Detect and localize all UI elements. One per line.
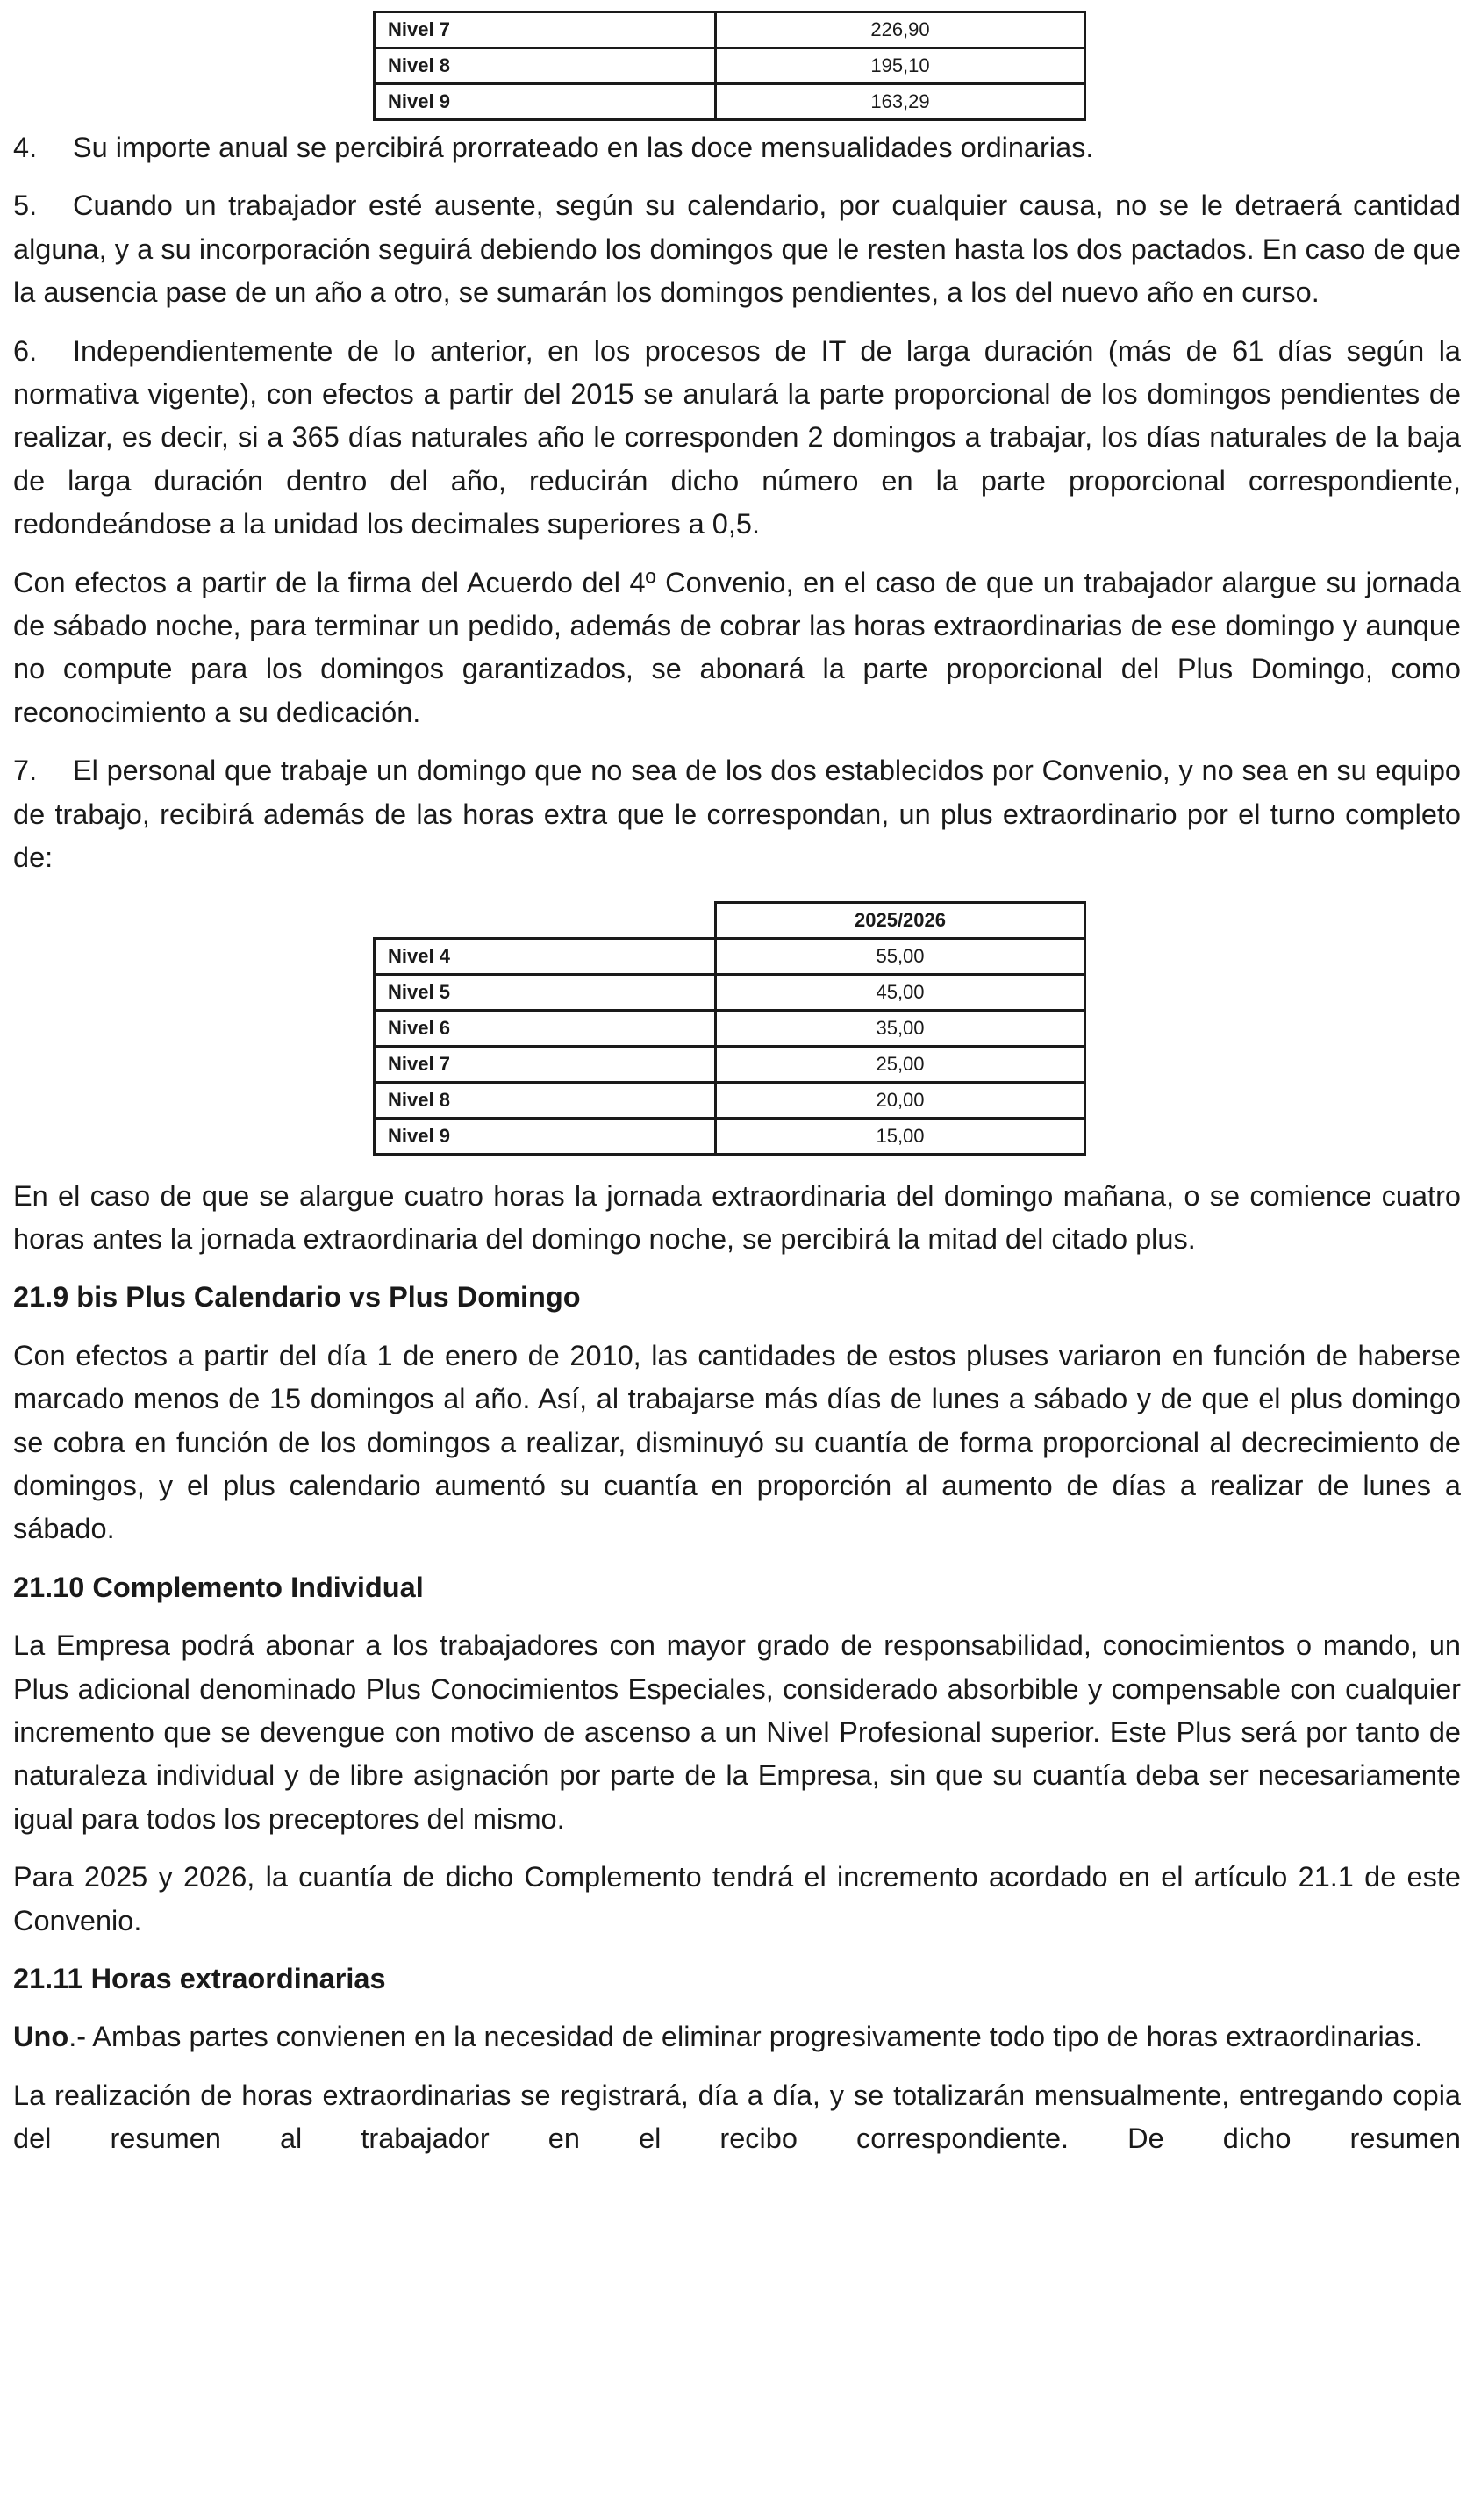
table-row: Nivel 7 226,90 bbox=[375, 12, 1085, 48]
plus-extraordinario-table bbox=[373, 901, 1086, 1156]
table-row: Nivel 9 15,00 bbox=[375, 1118, 1085, 1154]
paragraph-21-10-b: Para 2025 y 2026, la cuantía de dicho Complemento tendrá el incremento acordado en el artículo 21.1 de este Convenio. bbox=[13, 1861, 1461, 1937]
section-heading-21-10: 21.10 Complemento Individual bbox=[13, 1571, 424, 1603]
paragraph-21-9-bis: Con efectos a partir del día 1 de enero de 2010, las cantidades de estos pluses variaron en función de haberse marcado menos de 15 domingos al año. Así, al trabajarse más días de lunes a sábado y de que el plus domingo se cobra en función de los domingos a realizar, disminuyó su cuantía de forma proporcional al decrecimiento de domingos, y el plus calendario aumentó su cuantía en proporción al aumento de días a realizar de lunes a sábado. bbox=[13, 1339, 1461, 1545]
section-heading-21-11: 21.11 Horas extraordinarias bbox=[13, 1963, 386, 1994]
paragraph-en-el-caso: En el caso de que se alargue cuatro horas la jornada extraordinaria del domingo mañana, o se comience cuatro horas antes la jornada extraordinaria del domingo noche, se percibirá la mitad del citado plus. bbox=[13, 1179, 1461, 1255]
table-row: Nivel 7 25,00 bbox=[375, 1046, 1085, 1082]
section-heading-21-9-bis: 21.9 bis Plus Calendario vs Plus Domingo bbox=[13, 1281, 581, 1314]
paragraph-con-efectos: Con efectos a partir de la firma del Acuerdo del 4º Convenio, en el caso de que un trabajador alargue su jornada de sábado noche, para terminar un pedido, además de cobrar las horas extraordinarias de ese domingo y aunque no compute para los domingos garantizados, se abonará la parte proporcional del Plus Domingo, como reconocimiento a su dedicación. bbox=[13, 566, 1461, 728]
plus-table-continued bbox=[373, 11, 1086, 121]
paragraph-registro: La realización de horas extraordinarias se registrará, día a día, y se totalizarán mensualmente, entregando copia del resumen al trabajador en el recibo correspondiente. De dicho resumen bbox=[13, 2079, 1461, 2155]
paragraph-4: 4. Su importe anual se percibirá prorrateado en las doce mensualidades ordinarias. bbox=[13, 132, 1094, 163]
table-row: Nivel 9 163,29 bbox=[375, 84, 1085, 120]
paragraph-6: 6. Independientemente de lo anterior, en los procesos de IT de larga duración (más de 61 días según la normativa vigente), con efectos a partir del 2015 se anulará la parte proporcional de los domingos pendientes de realizar, es decir, si a 365 días naturales año le corresponden 2 domingos a trabajar, los días naturales de la baja de larga duración dentro del año, reducirán dicho número en la parte proporcional correspondiente, redondeándose a la unidad los decimales superiores a 0,5. bbox=[13, 334, 1461, 541]
paragraph-5: 5. Cuando un trabajador esté ausente, según su calendario, por cualquier causa, no se le detraerá cantidad alguna, y a su incorporación seguirá debiendo los domingos que le resten hasta los dos pactados. En caso de que la ausencia pase de un año a otro, se sumarán los domingos pendientes, a los del nuevo año en curso. bbox=[13, 190, 1461, 309]
table-row: Nivel 4 55,00 bbox=[375, 938, 1085, 974]
paragraph-uno: Uno.- Ambas partes convienen en la necesidad de eliminar progresivamente todo tipo de horas extraordinarias. bbox=[13, 2021, 1423, 2053]
table-row: Nivel 6 35,00 bbox=[375, 1010, 1085, 1046]
table-header-row: 2025/2026 bbox=[375, 902, 1085, 938]
paragraph-21-10-a: La Empresa podrá abonar a los trabajadores con mayor grado de responsabilidad, conocimientos o mando, un Plus adicional denominado Plus Conocimientos Especiales, considerado absorbible y compensable con cualquier incremento que se devengue con motivo de ascenso a un Nivel Profesional superior. Este Plus será por tanto de naturaleza individual y de libre asignación por parte de la Empresa, sin que su cuantía deba ser necesariamente igual para todos los preceptores del mismo. bbox=[13, 1629, 1461, 1835]
table-row: Nivel 5 45,00 bbox=[375, 974, 1085, 1010]
paragraph-7: 7. El personal que trabaje un domingo que no sea de los dos establecidos por Convenio, y no sea en su equipo de trabajo, recibirá además de las horas extra que le correspondan, un plus extraordinario por el turno completo de: bbox=[13, 755, 1461, 874]
table-row: Nivel 8 20,00 bbox=[375, 1082, 1085, 1118]
table-row: Nivel 8 195,10 bbox=[375, 48, 1085, 84]
document-page bbox=[13, 0, 1461, 2161]
